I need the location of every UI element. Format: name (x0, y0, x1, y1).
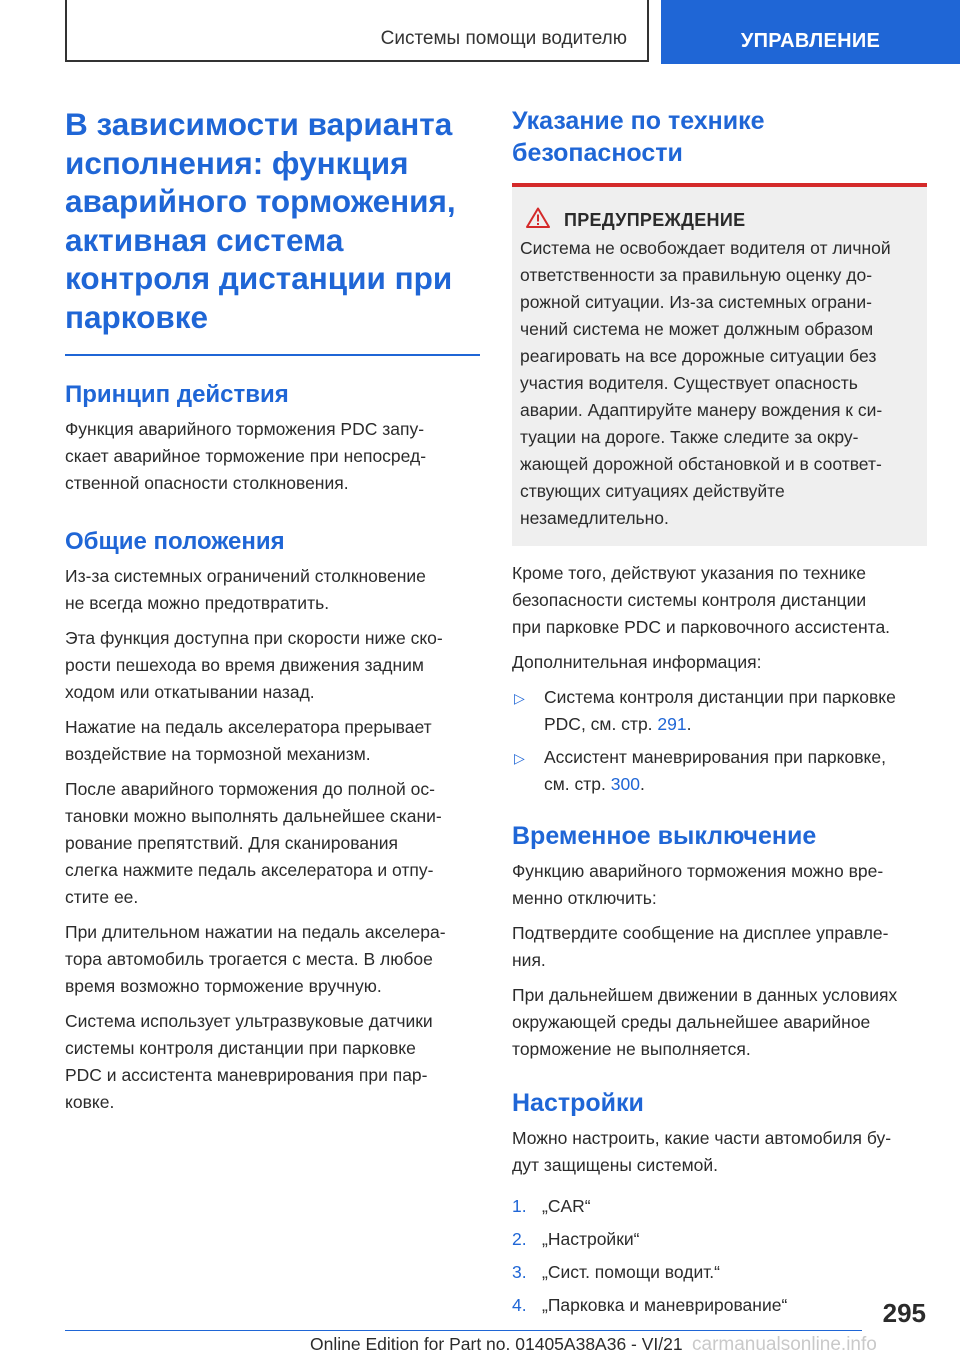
off-paragraph (512, 858, 927, 912)
text-line: участия водителя. Существует опасность (520, 373, 858, 393)
heading-line: безопасности (512, 139, 683, 167)
list-item (512, 1292, 927, 1319)
text-line: безопасности системы контроля дистанции (512, 590, 867, 610)
text-line: жающей дорожной обстановкой и в соответ‐ (520, 454, 882, 474)
title-divider (65, 354, 480, 356)
step-number: 3. (512, 1262, 527, 1282)
settings-text (512, 1125, 927, 1179)
step-text: „Парковка и маневрирование“ (542, 1295, 788, 1315)
footer-divider (65, 1330, 862, 1331)
text-line: дут защищены системой. (512, 1155, 719, 1175)
text-line: Функция аварийного торможения PDC запу‐ (65, 419, 425, 439)
text-line: ния. (512, 950, 546, 970)
title-line: исполнения: функция (65, 144, 409, 181)
text-line: скает аварийное торможение при непосред‐ (65, 446, 427, 466)
general-heading: Общие положения (65, 528, 285, 555)
page-link-300[interactable]: 300 (610, 774, 640, 794)
text-line: рожной ситуации. Из-за системных ограни‐ (520, 292, 872, 312)
safety-heading (512, 105, 927, 169)
text-line: туации на дороге. Также следите за окру‐ (520, 427, 859, 447)
page-number: 295 (882, 1298, 926, 1328)
title-line: парковке (65, 298, 209, 335)
list-item: ▷ Ассистент маневрирования при парковке, см. стр. 300. (512, 744, 927, 798)
text-line: Система использует ультразвуковые датчики (65, 1011, 433, 1031)
right-column (512, 105, 927, 1325)
text-line: окружающей среды дальнейшее аварийное (512, 1012, 871, 1032)
edition-text: Online Edition for Part no. 01405A38A36 - VI/21 (310, 1334, 683, 1354)
text-line: Ассистент маневрирования при парковке, (544, 747, 886, 767)
off-paragraph (512, 920, 927, 974)
principle-text (65, 416, 480, 497)
text-line: слегка нажмите педаль акселератора и отпу‐ (65, 860, 434, 880)
text-line: Система не освобождает водителя от личной (520, 238, 891, 258)
warning-triangle-icon (526, 207, 550, 233)
warning-text (520, 235, 919, 532)
text-line: ковке. (65, 1092, 115, 1112)
list-item (512, 1259, 927, 1286)
list-item (512, 1226, 927, 1253)
text-line: см. стр. (544, 774, 611, 794)
general-paragraph (65, 919, 480, 1000)
text-line: не всегда можно предотвратить. (65, 593, 330, 613)
text-line: При длительном нажатии на педаль акселера‐ (65, 922, 446, 942)
safety-note (512, 560, 927, 641)
general-paragraph (65, 714, 480, 768)
text-line: Кроме того, действуют указания по технике (512, 563, 866, 583)
warning-title: ПРЕДУПРЕЖДЕНИЕ (564, 209, 746, 230)
text-line: системы контроля дистанции при парковке (65, 1038, 416, 1058)
general-paragraph (65, 563, 480, 617)
section-title: Системы помощи водителю (380, 28, 627, 49)
chapter-tab[interactable]: УПРАВЛЕНИЕ (661, 0, 960, 64)
list-item (512, 1193, 927, 1220)
triangle-bullet-icon: ▷ (514, 690, 525, 706)
warning-header (520, 207, 919, 233)
text-line: менно отключить: (512, 888, 657, 908)
text-line: Система контроля дистанции при парковке (544, 687, 896, 707)
list-item: ▷ Система контроля дистанции при парковке PDC, см. стр. 291. (512, 684, 927, 738)
settings-heading: Настройки (512, 1089, 644, 1117)
text-line: аварии. Адаптируйте манеру вождения к си‐ (520, 400, 883, 420)
watermark: carmanualsonline.info (692, 1334, 877, 1355)
text-line: торможение не выполняется. (512, 1039, 751, 1059)
step-text: „Настройки“ (542, 1229, 640, 1249)
text-line: при парковке PDC и парковочного ассистента. (512, 617, 891, 637)
header-box (65, 0, 649, 62)
text-line: время возможно торможение вручную. (65, 976, 382, 996)
more-info-label: Дополнительная информация: (512, 652, 762, 672)
text-line: ствующих ситуациях действуйте (520, 481, 785, 501)
text-line: чений система не может должным образом (520, 319, 874, 339)
heading-line: Указание по технике (512, 107, 765, 135)
warning-box (512, 183, 927, 546)
general-paragraph (65, 776, 480, 911)
text-line: воздействие на тормозной механизм. (65, 744, 371, 764)
text-line: PDC и ассистента маневрирования при пар‐ (65, 1065, 428, 1085)
step-text: „CAR“ (542, 1196, 591, 1216)
off-paragraph (512, 982, 927, 1063)
general-paragraph (65, 1008, 480, 1116)
step-number: 1. (512, 1196, 527, 1216)
page-link-291[interactable]: 291 (657, 714, 687, 734)
title-line: активная система (65, 221, 344, 258)
text-line: Подтвердите сообщение на дисплее управле‐ (512, 923, 889, 943)
off-heading: Временное выключение (512, 822, 817, 850)
text-line: При дальнейшем движении в данных условиях (512, 985, 898, 1005)
text-line: Из-за системных ограничений столкновение (65, 566, 426, 586)
text-line: Нажатие на педаль акселератора прерывает (65, 717, 432, 737)
text-line: ходом или откатывании назад. (65, 682, 315, 702)
step-number: 2. (512, 1229, 527, 1249)
text-line: незамедлительно. (520, 508, 669, 528)
page-title (65, 105, 480, 336)
text-line: рование препятствий. Для сканирования (65, 833, 398, 853)
title-line: контроля дистанции при (65, 260, 453, 296)
text-line: рости пешехода во время движения задним (65, 655, 424, 675)
text-line: Эта функция доступна при скорости ниже ско‐ (65, 628, 443, 648)
text-line: Можно настроить, какие части автомобиля бу‐ (512, 1128, 892, 1148)
text-line: реагировать на все дорожные ситуации без (520, 346, 877, 366)
text-line: После аварийного торможения до полной ос‐ (65, 779, 435, 799)
title-line: аварийного торможения, (65, 183, 456, 219)
text-line: PDC, см. стр. (544, 714, 658, 734)
text-line: тановки можно выполнять дальнейшее скани‐ (65, 806, 442, 826)
text-line: ственной опасности столкновения. (65, 473, 349, 493)
text-line: стите ее. (65, 887, 139, 907)
step-text: „Сист. помощи водит.“ (542, 1262, 720, 1282)
text-line: Функцию аварийного торможения можно вре‐ (512, 861, 884, 881)
step-number: 4. (512, 1295, 527, 1315)
text-line: тора автомобиль трогается с места. В любое (65, 949, 433, 969)
general-paragraph (65, 625, 480, 706)
triangle-bullet-icon: ▷ (514, 750, 525, 766)
left-column (65, 105, 480, 1124)
principle-heading: Принцип действия (65, 381, 289, 408)
text-line: ответственности за правильную оценку до‐ (520, 265, 873, 285)
title-line: В зависимости варианта (65, 106, 453, 142)
